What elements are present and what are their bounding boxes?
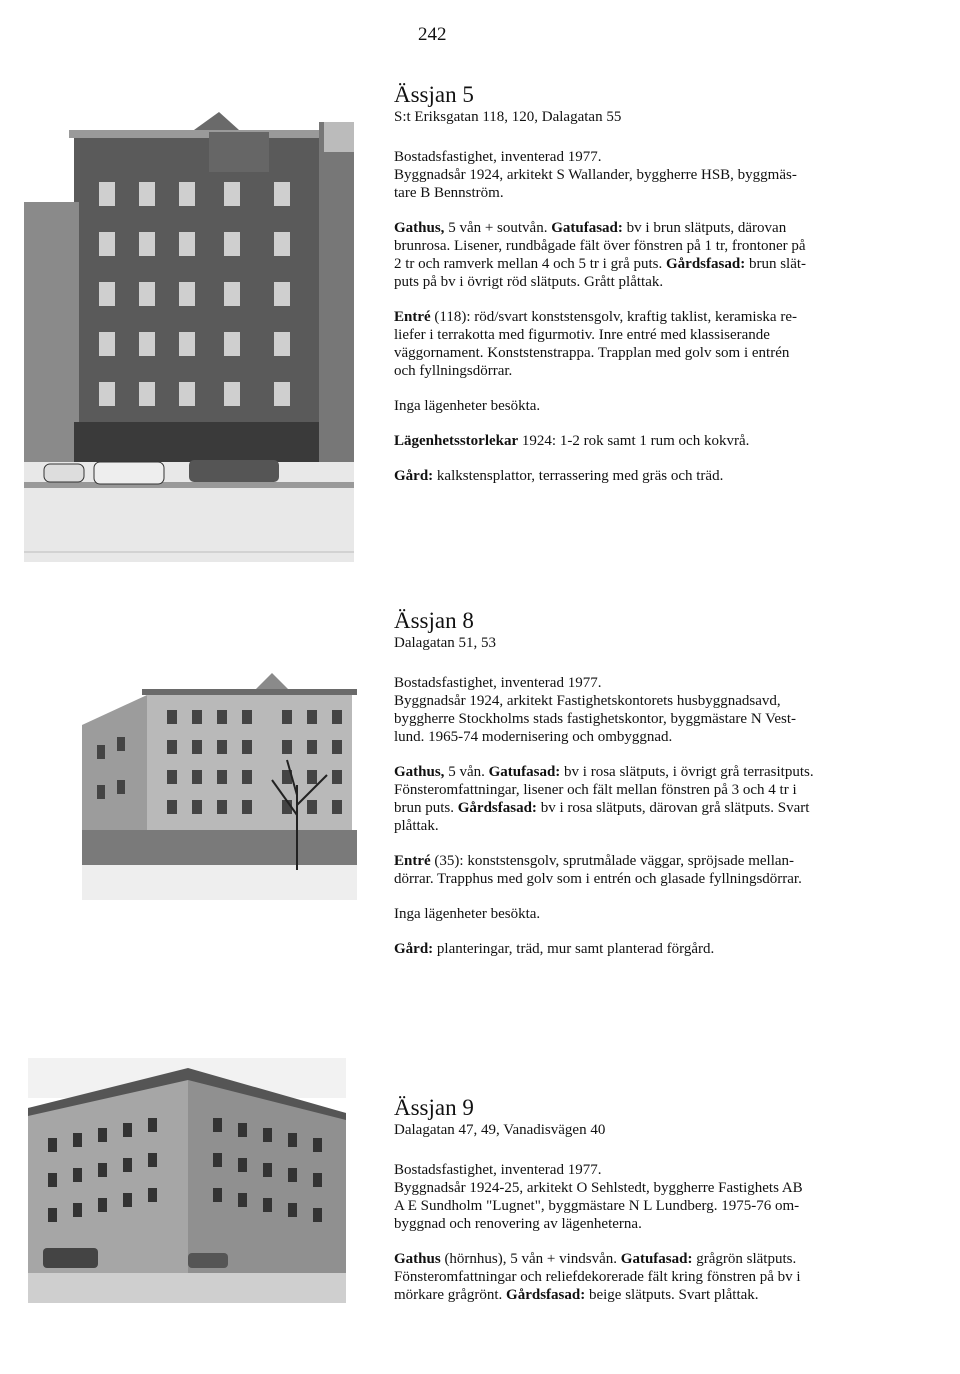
entry-facade-info: [394, 1250, 844, 1304]
text-line: Byggnadsår 1924-25, arkitekt O Sehlstedt, byggherre Fastighets AB: [394, 1180, 803, 1196]
text-gathus: 5 vån + soutvån.: [444, 220, 552, 236]
entry-facade-info: [394, 219, 844, 291]
text-gardsfasad: bv i rosa slätputs, därovan grå slätputs. Svart: [536, 800, 810, 816]
text-gathus: (hörnhus), 5 vån + vindsvån.: [440, 1251, 621, 1267]
photo-assjan-5: [24, 82, 354, 562]
text-gard: planteringar, träd, mur samt planterad förgård.: [433, 941, 715, 957]
entry-building-info: [394, 1161, 844, 1233]
text-line: brunrosa. Lisener, rundbågade fält över fönstren på 1 tr, frontoner på: [394, 238, 806, 254]
label-lagenhetsstorlekar: Lägenhetsstorlekar: [394, 433, 519, 449]
entry-title: Ässjan 9: [394, 1095, 474, 1120]
entry-apartments-visited: Inga lägenheter besökta.: [394, 906, 541, 922]
text-line: tare B Bennström.: [394, 185, 504, 201]
photo-assjan-8: [82, 665, 357, 900]
text-gardsfasad: brun slät-: [745, 256, 807, 272]
text-line: Fönsteromfattningar och reliefdekorerade fält kring fönstren på bv i: [394, 1269, 801, 1285]
text-line: Byggnadsår 1924, arkitekt S Wallander, byggherre HSB, byggmäs-: [394, 167, 797, 183]
text-line: dörrar. Trapphus med golv som i entrén och glasade fyllningsdörrar.: [394, 871, 802, 887]
label-gatufasad: Gatufasad:: [551, 220, 623, 236]
entry-assjan-5: [394, 82, 844, 502]
text-line: och fyllningsdörrar.: [394, 363, 513, 379]
label-entre: Entré: [394, 853, 431, 869]
label-gardsfasad: Gårdsfasad:: [506, 1287, 586, 1303]
text-gard: kalkstensplattor, terrassering med gräs och träd.: [433, 468, 724, 484]
text-gathus: 5 vån.: [444, 764, 489, 780]
text-gatufasad: grågrön slätputs.: [692, 1251, 797, 1267]
entry-building-info: [394, 674, 844, 746]
text-lagenhetsstorlekar: 1924: 1-2 rok samt 1 rum och kokvrå.: [518, 433, 750, 449]
label-gardsfasad: Gårdsfasad:: [457, 800, 537, 816]
entry-title: Ässjan 5: [394, 82, 474, 107]
label-gathus: Gathus: [394, 1251, 441, 1267]
text-line: 2 tr och ramverk mellan 4 och 5 tr i grå puts.: [394, 256, 667, 272]
entry-entrance-info: [394, 308, 844, 380]
entry-title: Ässjan 8: [394, 608, 474, 633]
label-gard: Gård:: [394, 468, 434, 484]
text-line: Bostadsfastighet, inventerad 1977.: [394, 149, 602, 165]
label-gathus: Gathus,: [394, 764, 445, 780]
text-line: mörkare grågrönt.: [394, 1287, 507, 1303]
text-line: Bostadsfastighet, inventerad 1977.: [394, 1162, 602, 1178]
entry-assjan-8: [394, 608, 844, 975]
page-number: 242: [418, 24, 447, 45]
label-entre: Entré: [394, 309, 431, 325]
text-line: Fönsteromfattningar, lisener och fält mellan fönstren på 3 och 4 tr i: [394, 782, 797, 798]
text-line: Byggnadsår 1924, arkitekt Fastighetskontorets husbyggnadsavd,: [394, 693, 781, 709]
entry-assjan-9: [394, 1095, 844, 1321]
text-line: brun puts.: [394, 800, 458, 816]
entry-courtyard: [394, 467, 844, 485]
text-gatufasad: bv i brun slätputs, därovan: [622, 220, 787, 236]
text-gardsfasad: beige slätputs. Svart plåttak.: [585, 1287, 759, 1303]
label-gardsfasad: Gårdsfasad:: [666, 256, 746, 272]
text-line: liefer i terrakotta med figurmotiv. Inre entré med klassiserande: [394, 327, 770, 343]
entry-address: S:t Eriksgatan 118, 120, Dalagatan 55: [394, 109, 622, 125]
entry-facade-info: [394, 763, 844, 835]
label-gathus: Gathus,: [394, 220, 445, 236]
text-line: byggnad och renovering av lägenheterna.: [394, 1216, 642, 1232]
entry-address: Dalagatan 47, 49, Vanadisvägen 40: [394, 1122, 606, 1138]
text-line: lund. 1965-74 modernisering och ombyggnad.: [394, 729, 673, 745]
text-line: byggherre Stockholms stads fastighetskontor, byggmästare N Vest-: [394, 711, 796, 727]
entry-apartment-sizes: [394, 432, 844, 450]
label-gatufasad: Gatufasad:: [488, 764, 561, 780]
label-gard: Gård:: [394, 941, 434, 957]
text-entre: (35): konststensgolv, sprutmålade väggar, spröjsade mellan-: [430, 853, 795, 869]
text-line: plåttak.: [394, 818, 439, 834]
text-line: A E Sundholm "Lugnet", byggmästare N L Lundberg. 1975-76 om-: [394, 1198, 800, 1214]
text-line: väggornament. Konststenstrappa. Trapplan med golv som i entrén: [394, 345, 790, 361]
entry-building-info: [394, 148, 844, 202]
entry-apartments-visited: Inga lägenheter besökta.: [394, 398, 541, 414]
text-gatufasad: bv i rosa slätputs, i övrigt grå terrasitputs.: [560, 764, 814, 780]
text-entre: (118): röd/svart konststensgolv, kraftig taklist, keramiska re-: [430, 309, 797, 325]
entry-address: Dalagatan 51, 53: [394, 635, 497, 651]
text-line: Bostadsfastighet, inventerad 1977.: [394, 675, 602, 691]
entry-courtyard: [394, 940, 844, 958]
photo-assjan-9: [28, 1058, 346, 1303]
entry-entrance-info: [394, 852, 844, 888]
label-gatufasad: Gatufasad:: [620, 1251, 693, 1267]
text-line: puts på bv i övrigt röd slätputs. Grått plåttak.: [394, 274, 664, 290]
